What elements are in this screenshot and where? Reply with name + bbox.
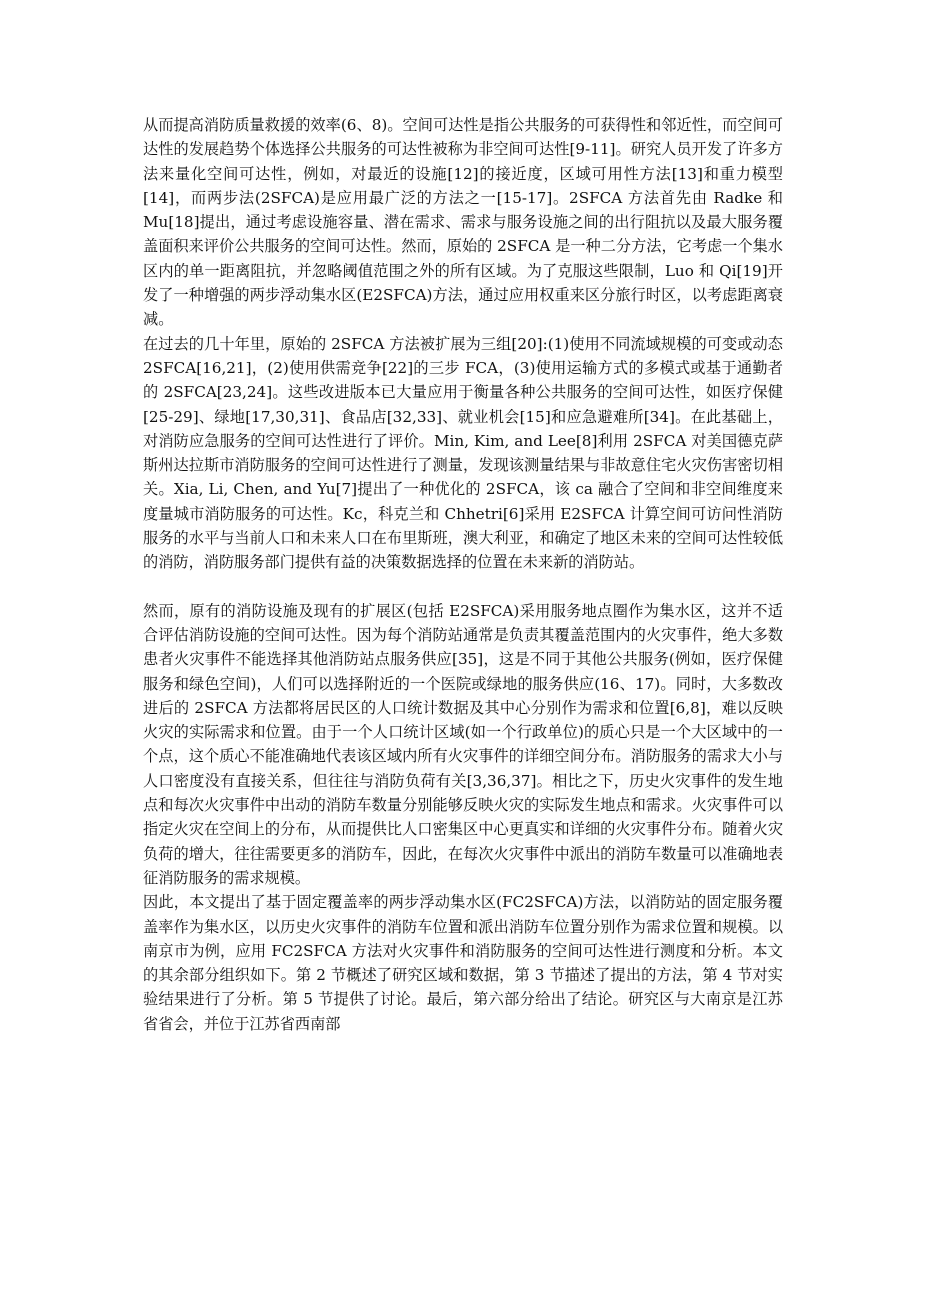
document-body: [143, 113, 783, 1036]
paragraph-spacer: [143, 575, 783, 599]
paragraph-4: 因此，本文提出了基于固定覆盖率的两步浮动集水区(FC2SFCA)方法，以消防站的固定服务覆盖率作为集水区，以历史火灾事件的消防车位置和派出消防车位置分别作为需求位置和规模。以南京市为例，应用 FC2SFCA 方法对火灾事件和消防服务的空间可达性进行测度和分析。本文的其余部分组织如下。第 2 节概述了研究区域和数据，第 3 节描述了提出的方法，第 4 节对实验结果进行了分析。第 5 节提供了讨论。最后，第六部分给出了结论。研究区与大南京是江苏省省会，并位于江苏省西南部: [143, 893, 783, 1033]
paragraph-1: 从而提高消防质量救援的效率(6、8)。空间可达性是指公共服务的可获得性和邻近性，而空间可达性的发展趋势个体选择公共服务的可达性被称为非空间可达性[9-11]。研究人员开发了许多方法来量化空间可达性，例如，对最近的设施[12]的接近度，区域可用性方法[13]和重力模型[14]，而两步法(2SFCA)是应用最广泛的方法之一[15-17]。2SFCA 方法首先由 Radke 和 Mu[18]提出，通过考虑设施容量、潜在需求、需求与服务设施之间的出行阻抗以及最大服务覆盖面积来评价公共服务的空间可达性。然而，原始的 2SFCA 是一种二分方法，它考虑一个集水区内的单一距离阻抗，并忽略阈值范围之外的所有区域。为了克服这些限制，Luo 和 Qi[19]开发了一种增强的两步浮动集水区(E2SFCA)方法，通过应用权重来区分旅行时区，以考虑距离衰减。: [143, 116, 783, 329]
paragraph-3: 然而，原有的消防设施及现有的扩展区(包括 E2SFCA)采用服务地点圈作为集水区，这并不适合评估消防设施的空间可达性。因为每个消防站通常是负责其覆盖范围内的火灾事件，绝大多数患者火灾事件不能选择其他消防站点服务供应[35]，这是不同于其他公共服务(例如，医疗保健服务和绿色空间)，人们可以选择附近的一个医院或绿地的服务供应(16、17)。同时，大多数改进后的 2SFCA 方法都将居民区的人口统计数据及其中心分别作为需求和位置[6,8]，难以反映火灾的实际需求和位置。由于一个人口统计区域(如一个行政单位)的质心只是一个大区域中的一个点，这个质心不能准确地代表该区域内所有火灾事件的详细空间分布。消防服务的需求大小与人口密度没有直接关系，但往往与消防负荷有关[3,36,37]。相比之下，历史火灾事件的发生地点和每次火灾事件中出动的消防车数量分别能够反映火灾的实际发生地点和需求。火灾事件可以指定火灾在空间上的分布，从而提供比人口密集区中心更真实和详细的火灾事件分布。随着火灾负荷的增大，往往需要更多的消防车，因此，在每次火灾事件中派出的消防车数量可以准确地表征消防服务的需求规模。: [143, 601, 783, 887]
paragraph-2: 在过去的几十年里，原始的 2SFCA 方法被扩展为三组[20]:(1)使用不同流域规模的可变或动态 2SFCA[16,21]，(2)使用供需竞争[22]的三步 FCA，(3)使用运输方式的多模式或基于通勤者的 2SFCA[23,24]。这些改进版本已大量应用于衡量各种公共服务的空间可达性，如医疗保健[25-29]、绿地[17,30,31]、食品店[32,33]、就业机会[15]和应急避难所[34]。在此基础上，对消防应急服务的空间可达性进行了评价。Min, Kim, and Lee[8]利用 2SFCA 对美国德克萨斯州达拉斯市消防服务的空间可达性进行了测量，发现该测量结果与非故意住宅火灾伤害密切相关。Xia, Li, Chen, and Yu[7]提出了一种优化的 2SFCA，该 ca 融合了空间和非空间维度来度量城市消防服务的可达性。Kc，科克兰和 Chhetri[6]采用 E2SFCA 计算空间可访问性消防服务的水平与当前人口和未来人口在布里斯班，澳大利亚，和确定了地区未来的空间可达性较低的消防，消防服务部门提供有益的决策数据选择的位置在未来新的消防站。: [143, 334, 783, 572]
